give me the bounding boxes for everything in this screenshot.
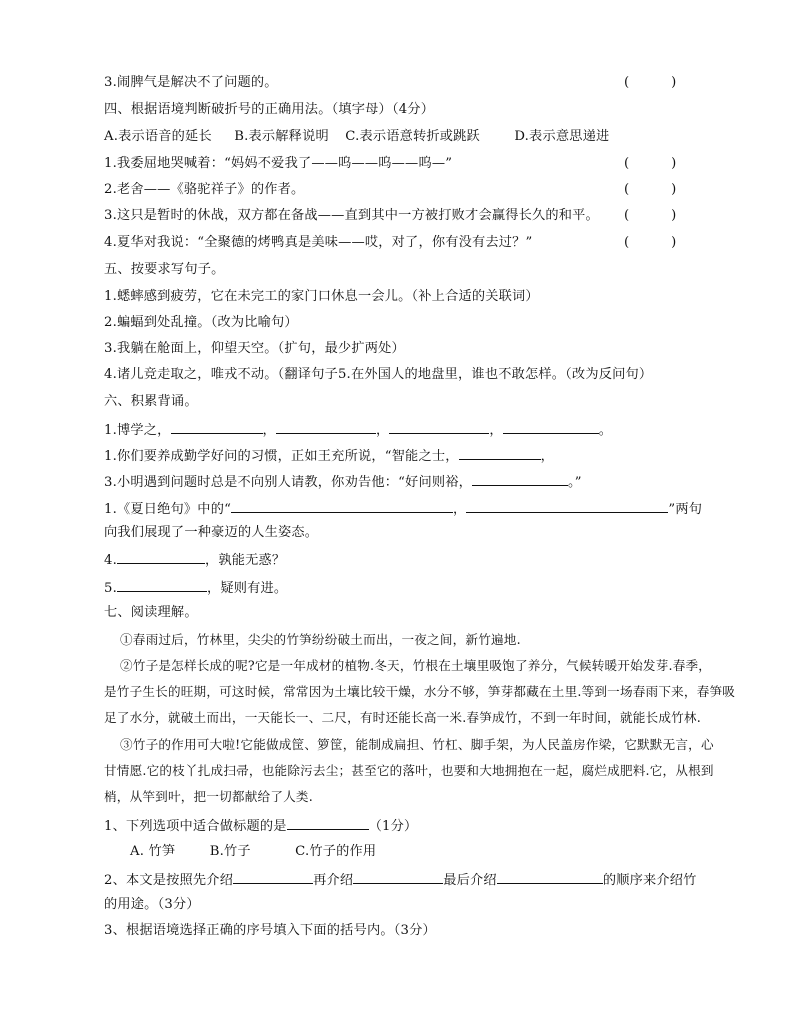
answer-paren: ( ): [624, 235, 677, 250]
section-4-options: [104, 128, 609, 146]
fill-blank[interactable]: [497, 870, 603, 884]
fill-blank[interactable]: [389, 420, 489, 434]
recite-line-1: 1.博学之， ， ， ， 。: [104, 420, 612, 440]
passage-para-2-cont: 是竹子生长的旺期，可这时候，常常因为土壤比较干燥，水分不够，笋芽都藏在土里.等到一场春雨下来，春笋吸: [104, 684, 736, 699]
passage-para-3-cont: 梢，从竿到叶，把一切都献给了人类.: [104, 789, 313, 804]
option-b: B.表示解释说明: [234, 129, 329, 144]
dash-item-2: 2.老舍——《骆驼祥子》的作者。: [104, 182, 305, 197]
section-5-heading: 五、按要求写句子。: [104, 262, 225, 277]
fill-blank[interactable]: [233, 870, 313, 884]
option-a: A.表示语音的延长: [104, 129, 212, 144]
passage-para-3: ③竹子的作用可大啦!它能做成筐、箩筐，能制成扁担、竹杠、脚手架，为人民盖房作梁，它默默无言，心: [120, 737, 714, 752]
section-4-heading: 四、根据语境判断破折号的正确用法。（填字母）（4分）: [104, 102, 435, 117]
item-3-tantrum: 3.闹脾气是解决不了问题的。: [104, 75, 278, 90]
recite-line-3: 3.小明遇到问题时总是不向别人请教，你劝告他：“好问则裕， 。”: [104, 472, 582, 492]
reading-question-2: 2、本文是按照先介绍 再介绍 最后介绍 的顺序来介绍竹: [104, 870, 697, 890]
sentence-item-2: 2.蝙蝠到处乱撞。（改为比喻句）: [104, 315, 298, 330]
sentence-item-4: 4.诸儿竞走取之，唯戎不动。（翻译句子5.在外国人的地盘里，谁也不敢怎样。（改为反问句）: [104, 367, 653, 382]
passage-para-2: ②竹子是怎样长成的呢?它是一年成材的植物.冬天，竹根在土壤里吸饱了养分，气候转暖开始发芽.春季，: [120, 658, 712, 673]
fill-blank[interactable]: [472, 472, 568, 486]
fill-blank[interactable]: [117, 550, 205, 564]
fill-blank[interactable]: [459, 446, 541, 460]
fill-blank[interactable]: [503, 420, 599, 434]
passage-para-2-cont: 足了水分，就破土而出，一天能长一、二尺，有时还能长高一米.春笋成竹，不到一年时间，就能长成竹林.: [104, 710, 701, 725]
answer-paren: ( ): [624, 208, 677, 223]
recite-line-4: 1.《夏日绝句》中的“ ， ”两句: [104, 499, 702, 519]
section-7-heading: 七、阅读理解。: [104, 605, 198, 620]
fill-blank[interactable]: [287, 816, 369, 830]
reading-question-1: 1、下列选项中适合做标题的是 （1分）: [104, 816, 417, 836]
dash-item-3: 3.这只是暂时的休战，双方都在备战——直到其中一方被打败才会赢得长久的和平。: [104, 208, 599, 223]
reading-question-1-options: [130, 843, 376, 861]
fill-blank[interactable]: [466, 499, 668, 513]
reading-question-3: 3、根据语境选择正确的序号填入下面的括号内。（3分）: [104, 923, 436, 938]
passage-para-3-cont: 甘情愿.它的枝丫扎成扫帚，也能除污去尘；甚至它的落叶，也要和大地拥抱在一起，腐烂成肥料.它，从根到: [104, 763, 714, 778]
section-6-heading: 六、积累背诵。: [104, 394, 198, 409]
fill-blank[interactable]: [231, 499, 453, 513]
recite-line-7: 5. ，疑则有进。: [104, 578, 287, 598]
option-a: A. 竹笋: [130, 844, 176, 859]
fill-blank[interactable]: [117, 578, 207, 592]
option-b: B.竹子: [209, 844, 251, 859]
recite-line-5: 向我们展现了一种豪迈的人生姿态。: [104, 525, 319, 540]
reading-question-2-cont: 的用途。（3分）: [104, 897, 200, 912]
option-d: D.表示意思递进: [514, 129, 610, 144]
option-c: C.竹子的作用: [295, 844, 377, 859]
fill-blank[interactable]: [353, 870, 443, 884]
dash-item-1: 1.我委屈地哭喊着：“妈妈不爱我了——呜——呜——呜—”: [104, 156, 453, 171]
answer-paren: ( ): [624, 182, 677, 197]
recite-line-6: 4. ，孰能无惑？: [104, 550, 285, 570]
fill-blank[interactable]: [171, 420, 263, 434]
answer-paren: ( ): [624, 75, 677, 90]
recite-line-2: 1.你们要养成勤学好问的习惯，正如王充所说，“智能之士， ，: [104, 446, 554, 466]
option-c: C.表示语意转折或跳跃: [345, 129, 480, 144]
fill-blank[interactable]: [276, 420, 376, 434]
passage-para-1: ①春雨过后，竹林里，尖尖的竹笋纷纷破土而出，一夜之间，新竹遍地.: [120, 632, 521, 647]
sentence-item-1: 1.蟋蟀感到疲劳，它在未完工的家门口休息一会儿。（补上合适的关联词）: [104, 289, 539, 304]
dash-item-4: 4.夏华对我说：“全聚德的烤鸭真是美味——哎，对了，你有没有去过？”: [104, 235, 533, 250]
sentence-item-3: 3.我躺在舱面上，仰望天空。（扩句，最少扩两处）: [104, 341, 405, 356]
answer-paren: ( ): [624, 156, 677, 171]
